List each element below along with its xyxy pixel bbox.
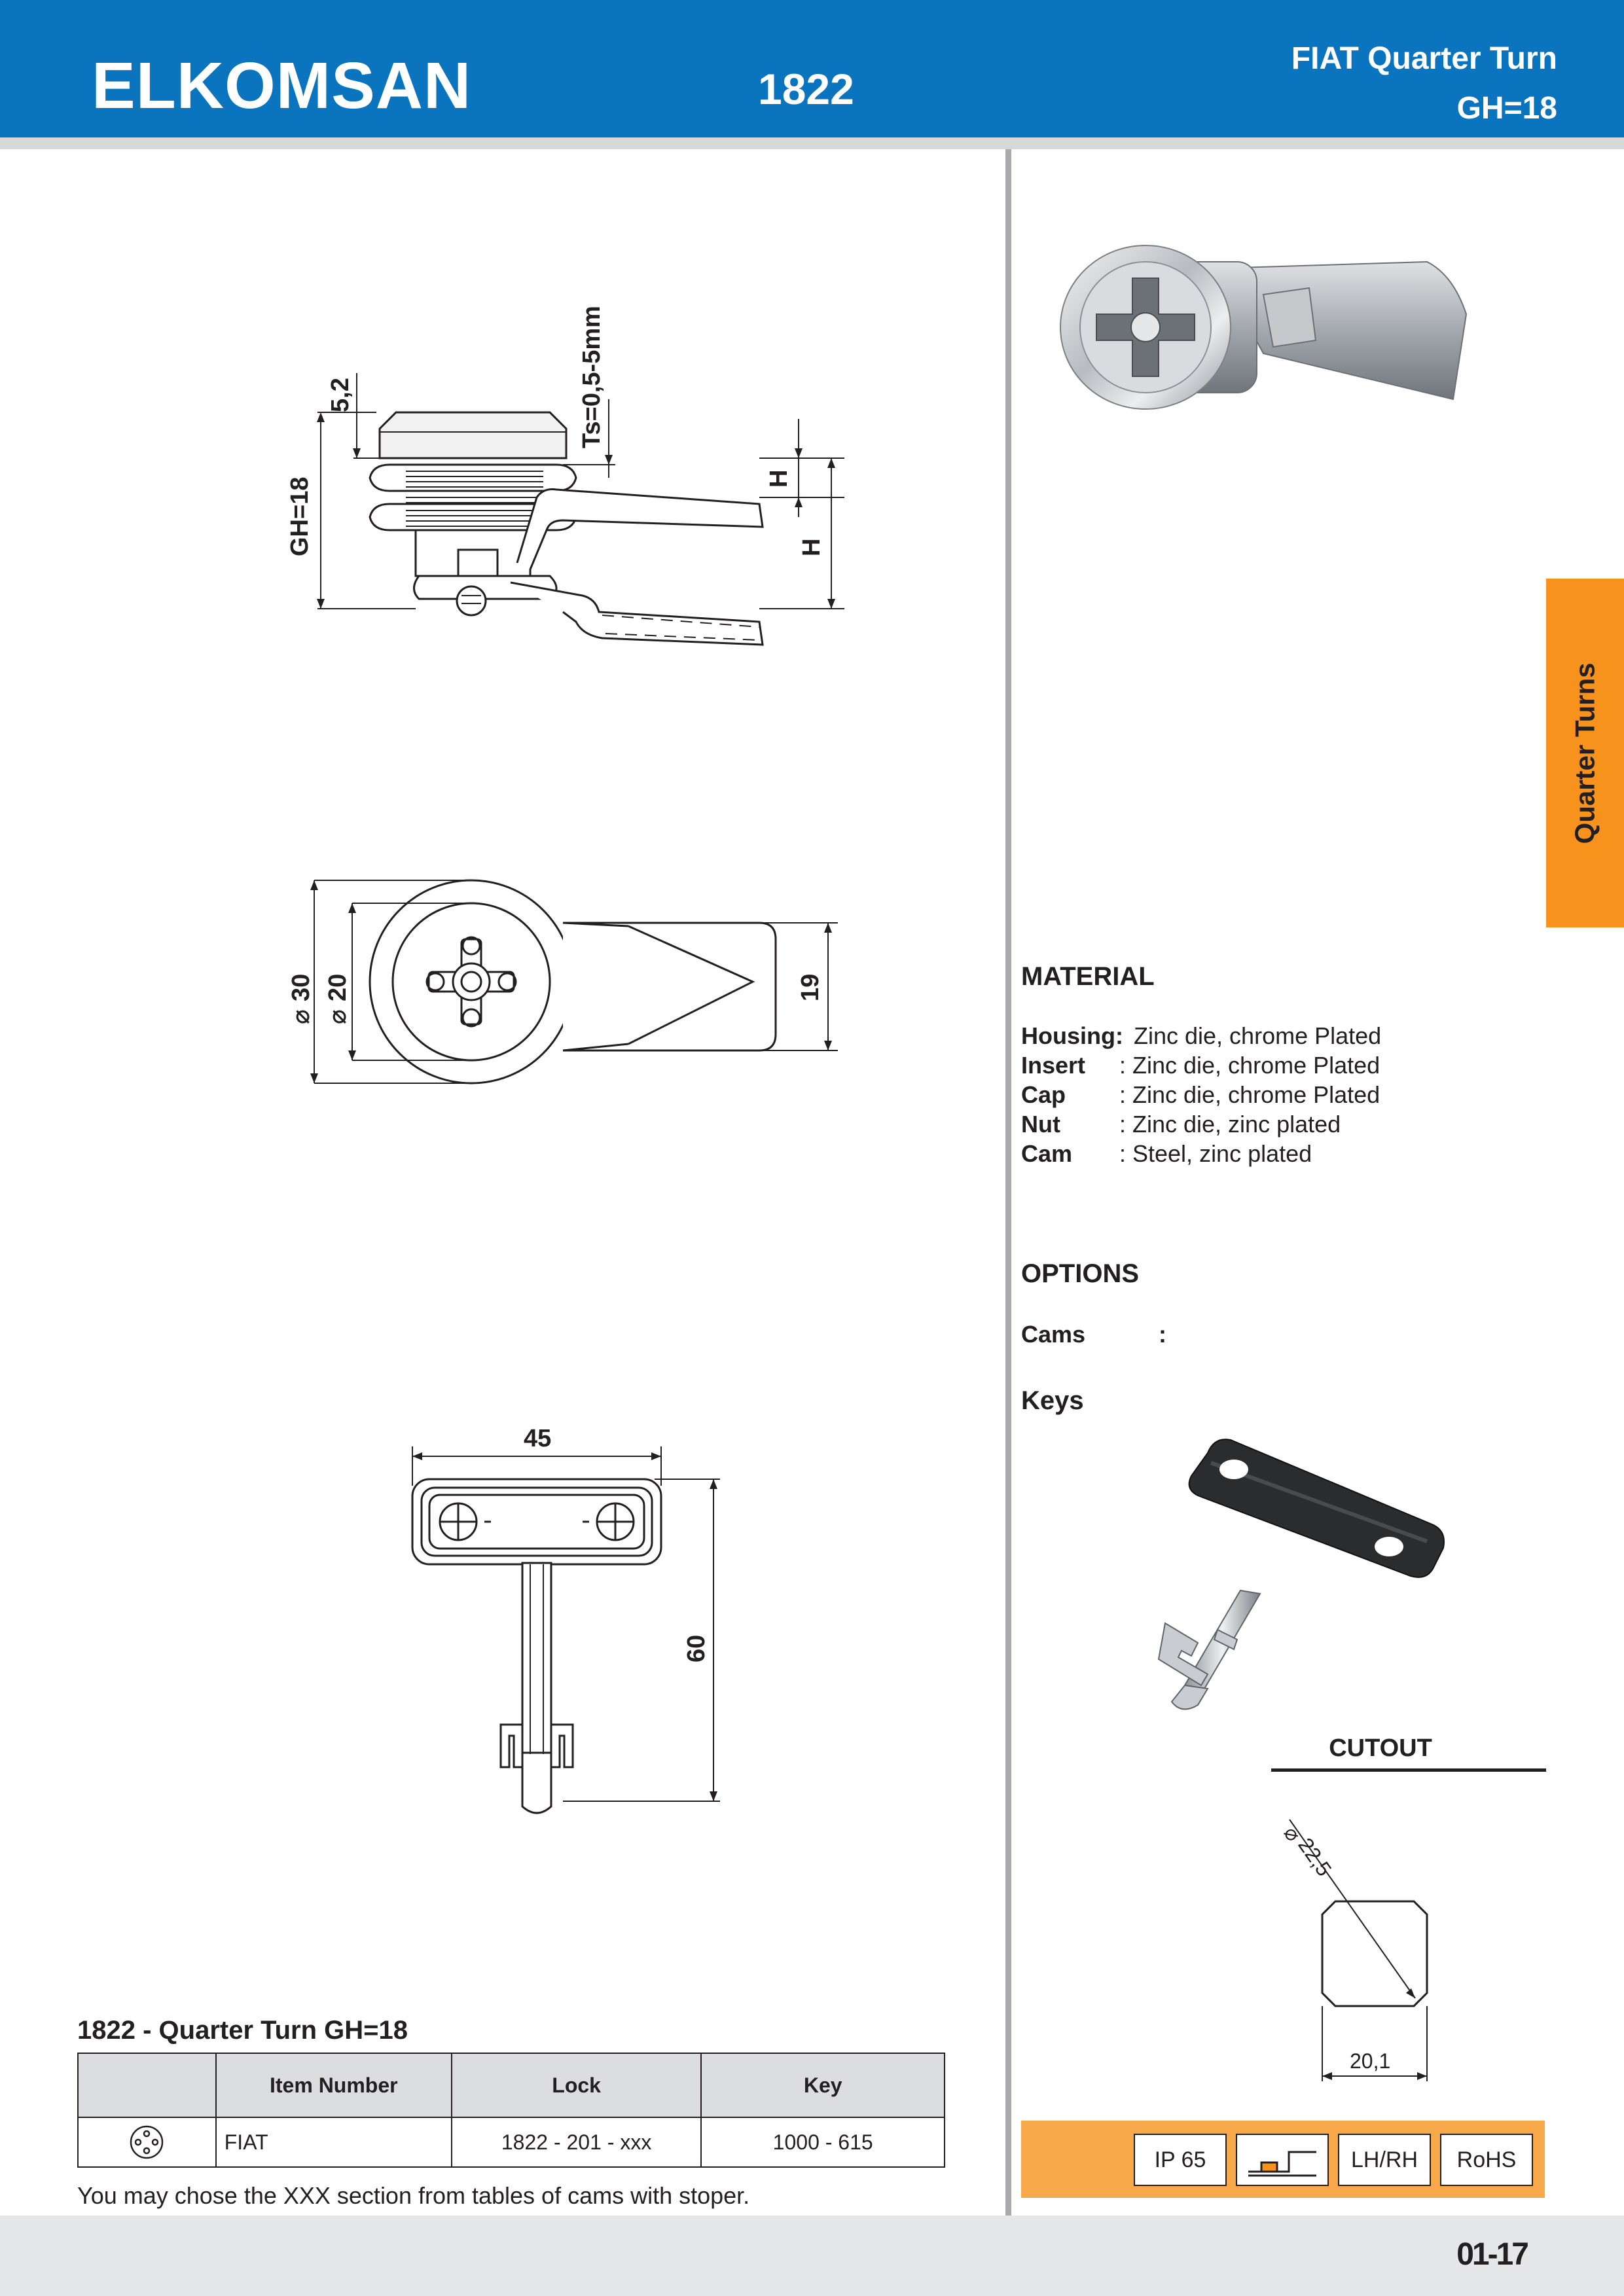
dim-cap-label: 5,2 [327, 378, 354, 412]
material-row [1021, 1139, 1381, 1168]
badge-ip65-label: IP 65 [1154, 2147, 1206, 2172]
dim-inner-symbol: ⌀ [323, 1009, 352, 1024]
page-footer [0, 2215, 1624, 2296]
brand-name: ELKOMSAN [92, 49, 472, 122]
dim-inner-label: 20 [324, 973, 352, 1001]
section-tab-label-wrap [1546, 579, 1624, 927]
material-heading: MATERIAL [1021, 962, 1155, 991]
material-row [1021, 1080, 1381, 1109]
panel-mount-glyph [1243, 2140, 1322, 2179]
table-header-lock: Lock [452, 2053, 702, 2117]
material-row [1021, 1021, 1381, 1050]
panel-mount-icon [1236, 2134, 1329, 2186]
cutout-rule [1271, 1768, 1546, 1772]
table-title: 1822 - Quarter Turn GH=18 [77, 2016, 408, 2045]
dim-h-lower-label: H [798, 538, 825, 556]
dim-outer-label: 30 [287, 973, 315, 1001]
table-header-icon-col [78, 2053, 216, 2117]
dim-gh-label: GH=18 [286, 476, 314, 556]
badge-rohs-label: RoHS [1456, 2147, 1517, 2172]
cutout-diameter-symbol: ⌀ [1278, 1821, 1307, 1846]
material-label: Cap [1021, 1081, 1066, 1108]
cutout-diameter-label: 22,5 [1293, 1833, 1337, 1881]
model-number: 1822 [758, 65, 854, 113]
material-value: : Zinc die, chrome Plated [1119, 1081, 1380, 1108]
dim-ts-label: Ts=0,5-5mm [578, 306, 605, 448]
keys-heading: Keys [1021, 1386, 1084, 1415]
four-pin-key-glyph [129, 2125, 164, 2160]
table-header-item: Item Number [216, 2053, 452, 2117]
product-subtitle: GH=18 [1456, 91, 1557, 126]
dim-cam-label: 19 [797, 973, 824, 1001]
table-cell-item: FIAT [216, 2117, 452, 2167]
spec-table [77, 2053, 945, 2168]
product-photo [1047, 223, 1506, 445]
cutout-heading: CUTOUT [1329, 1734, 1432, 1762]
table-header-key: Key [701, 2053, 945, 2117]
table-cell-key: 1000 - 615 [701, 2117, 945, 2167]
badge-lh-rh-label: LH/RH [1350, 2147, 1418, 2172]
options-heading: OPTIONS [1021, 1259, 1140, 1288]
cams-value: : [1159, 1321, 1166, 1348]
material-label: Nut [1021, 1111, 1060, 1138]
material-label: Insert [1021, 1052, 1086, 1079]
key-view-drawing [393, 1401, 733, 1820]
cutout-drawing [1231, 1806, 1506, 2081]
dim-outer-symbol: ⌀ [286, 1009, 315, 1024]
material-value: : Steel, zinc plated [1119, 1140, 1312, 1167]
front-view-drawing [275, 877, 864, 1093]
page-number: 01-17 [1456, 2237, 1527, 2272]
badge-ip65 [1134, 2134, 1227, 2186]
dim-h-upper-label: H [765, 469, 793, 488]
table-row [78, 2117, 945, 2167]
cams-label: Cams [1021, 1321, 1086, 1348]
dim-key-width-label: 45 [524, 1425, 552, 1452]
material-label: Housing: [1021, 1022, 1123, 1049]
table-header-row [78, 2053, 945, 2117]
badge-lh-rh [1338, 2134, 1431, 2186]
header-shadow [0, 137, 1624, 149]
section-tab-label: Quarter Turns [1569, 662, 1600, 844]
column-divider [1005, 149, 1011, 2215]
material-label: Cam [1021, 1140, 1073, 1167]
cutout-width-label: 20,1 [1350, 2049, 1391, 2073]
material-value: : Zinc die, chrome Plated [1119, 1052, 1380, 1079]
side-view-drawing [275, 281, 864, 700]
material-value: Zinc die, chrome Plated [1134, 1022, 1382, 1049]
table-cell-lock: 1822 - 201 - xxx [452, 2117, 702, 2167]
material-value: : Zinc die, zinc plated [1119, 1111, 1341, 1138]
four-pin-key-icon [78, 2117, 216, 2167]
material-row [1021, 1050, 1381, 1080]
dim-key-height-label: 60 [683, 1634, 710, 1662]
key-photo [1146, 1427, 1460, 1715]
table-note: You may chose the XXX section from tables of cams with stoper. [77, 2182, 750, 2209]
material-row [1021, 1109, 1381, 1139]
product-title: FIAT Quarter Turn [1291, 41, 1557, 76]
badge-rohs [1440, 2134, 1533, 2186]
material-list [1021, 1021, 1381, 1168]
